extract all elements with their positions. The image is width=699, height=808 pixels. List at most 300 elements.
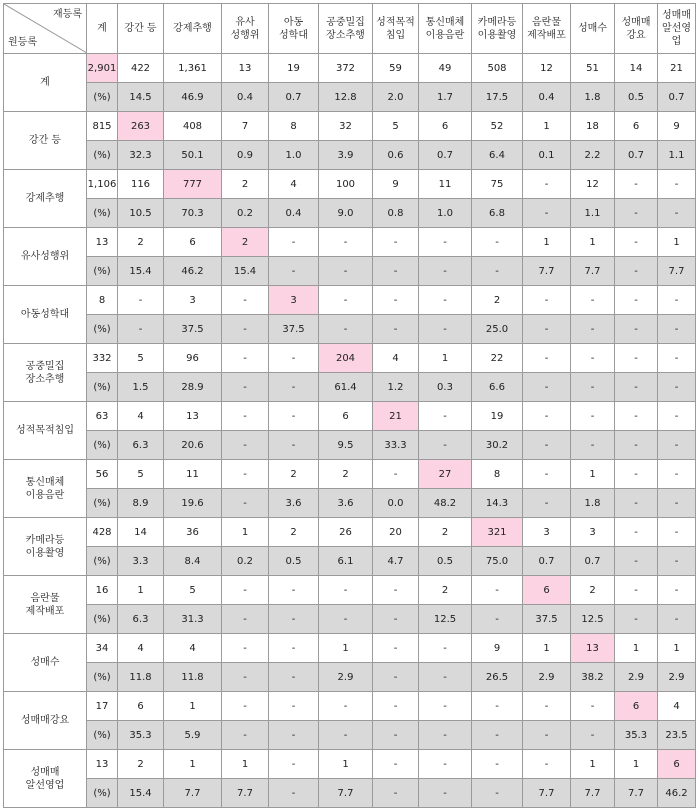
percent-cell: 6.8 bbox=[472, 199, 523, 228]
percent-cell: 3.6 bbox=[269, 489, 319, 518]
count-cell: - bbox=[373, 286, 419, 315]
count-cell: 2 bbox=[419, 518, 472, 547]
count-cell: 6 bbox=[319, 402, 373, 431]
percent-cell: 7.7 bbox=[571, 779, 615, 808]
count-cell: 1 bbox=[319, 634, 373, 663]
table-row-count bbox=[4, 344, 696, 373]
column-header bbox=[118, 4, 164, 54]
column-header bbox=[658, 4, 696, 54]
count-cell: 1 bbox=[523, 112, 571, 141]
count-cell: - bbox=[269, 402, 319, 431]
percent-cell: - bbox=[615, 605, 658, 634]
count-cell: - bbox=[222, 286, 269, 315]
count-cell: 7 bbox=[222, 112, 269, 141]
table-row-count bbox=[4, 228, 696, 257]
crosstab-table bbox=[3, 3, 696, 808]
count-cell: 51 bbox=[571, 54, 615, 83]
percent-cell: 1.8 bbox=[571, 83, 615, 112]
percent-cell: - bbox=[419, 257, 472, 286]
column-header-label: 통신매체 이용음란 bbox=[425, 16, 465, 41]
percent-cell: 25.0 bbox=[472, 315, 523, 344]
count-cell: - bbox=[373, 750, 419, 779]
count-cell: 2 bbox=[118, 228, 164, 257]
column-header-label: 성매수 bbox=[578, 23, 607, 34]
percent-cell: 33.3 bbox=[373, 431, 419, 460]
count-cell: 9 bbox=[658, 112, 696, 141]
count-cell: 14 bbox=[615, 54, 658, 83]
count-cell: 1 bbox=[571, 750, 615, 779]
count-cell: 1 bbox=[615, 634, 658, 663]
count-cell: 321 bbox=[472, 518, 523, 547]
count-cell: 49 bbox=[419, 54, 472, 83]
percent-cell: - bbox=[319, 257, 373, 286]
percent-cell: 2.9 bbox=[658, 663, 696, 692]
count-cell: 9 bbox=[472, 634, 523, 663]
count-cell: - bbox=[269, 750, 319, 779]
count-cell: 815 bbox=[87, 112, 118, 141]
row-label: 강제추행 bbox=[4, 170, 87, 228]
count-cell: - bbox=[319, 576, 373, 605]
percent-cell: 0.5 bbox=[615, 83, 658, 112]
percent-cell: 32.3 bbox=[118, 141, 164, 170]
percent-cell: - bbox=[615, 199, 658, 228]
count-cell: 1 bbox=[222, 750, 269, 779]
count-cell: 1,361 bbox=[164, 54, 222, 83]
count-cell: 1 bbox=[658, 634, 696, 663]
percent-cell: 0.5 bbox=[269, 547, 319, 576]
count-cell: - bbox=[373, 576, 419, 605]
percent-cell: 37.5 bbox=[164, 315, 222, 344]
percent-label: (%) bbox=[87, 315, 118, 344]
percent-cell: 0.2 bbox=[222, 199, 269, 228]
count-cell: - bbox=[222, 460, 269, 489]
count-cell: 4 bbox=[118, 402, 164, 431]
count-cell: - bbox=[658, 344, 696, 373]
count-cell: - bbox=[615, 286, 658, 315]
count-cell: - bbox=[373, 634, 419, 663]
count-cell: 3 bbox=[571, 518, 615, 547]
column-header bbox=[87, 4, 118, 54]
percent-label: (%) bbox=[87, 547, 118, 576]
count-cell: - bbox=[658, 170, 696, 199]
count-cell: 100 bbox=[319, 170, 373, 199]
percent-cell: 15.4 bbox=[222, 257, 269, 286]
column-header-label: 계 bbox=[97, 23, 107, 34]
row-label: 음란물 제작배포 bbox=[4, 576, 87, 634]
percent-cell: - bbox=[419, 663, 472, 692]
count-cell: 12 bbox=[523, 54, 571, 83]
percent-cell: 2.9 bbox=[523, 663, 571, 692]
percent-cell: 0.1 bbox=[523, 141, 571, 170]
percent-cell: 0.2 bbox=[222, 547, 269, 576]
percent-cell: - bbox=[373, 315, 419, 344]
count-cell: - bbox=[269, 228, 319, 257]
table-row-count bbox=[4, 170, 696, 199]
count-cell: 6 bbox=[658, 750, 696, 779]
count-cell: - bbox=[373, 692, 419, 721]
row-label: 통신매체 이용음란 bbox=[4, 460, 87, 518]
table-row-count bbox=[4, 286, 696, 315]
percent-cell: - bbox=[615, 373, 658, 402]
count-cell: 4 bbox=[118, 634, 164, 663]
count-cell: - bbox=[222, 344, 269, 373]
percent-cell: - bbox=[615, 431, 658, 460]
percent-cell: 6.3 bbox=[118, 431, 164, 460]
percent-cell: 70.3 bbox=[164, 199, 222, 228]
count-cell: 1 bbox=[658, 228, 696, 257]
percent-cell: - bbox=[472, 257, 523, 286]
percent-cell: - bbox=[523, 199, 571, 228]
percent-cell: 0.7 bbox=[419, 141, 472, 170]
percent-label: (%) bbox=[87, 663, 118, 692]
percent-cell: - bbox=[658, 315, 696, 344]
percent-cell: 11.8 bbox=[164, 663, 222, 692]
column-header-label: 음란물 제작배포 bbox=[527, 16, 566, 41]
count-cell: 6 bbox=[118, 692, 164, 721]
percent-cell: 46.2 bbox=[164, 257, 222, 286]
column-header bbox=[523, 4, 571, 54]
percent-label: (%) bbox=[87, 83, 118, 112]
percent-cell: - bbox=[222, 663, 269, 692]
percent-cell: 0.5 bbox=[419, 547, 472, 576]
percent-cell: - bbox=[419, 779, 472, 808]
count-cell: - bbox=[615, 344, 658, 373]
percent-cell: - bbox=[523, 373, 571, 402]
percent-cell: - bbox=[222, 315, 269, 344]
percent-cell: 2.9 bbox=[319, 663, 373, 692]
percent-cell: - bbox=[658, 199, 696, 228]
percent-cell: 0.7 bbox=[269, 83, 319, 112]
percent-cell: 30.2 bbox=[472, 431, 523, 460]
percent-cell: - bbox=[472, 721, 523, 750]
count-cell: 2 bbox=[319, 460, 373, 489]
percent-cell: 15.4 bbox=[118, 257, 164, 286]
percent-cell: - bbox=[419, 431, 472, 460]
percent-cell: - bbox=[419, 721, 472, 750]
percent-cell: - bbox=[222, 605, 269, 634]
table-row-percent bbox=[4, 721, 696, 750]
count-cell: - bbox=[615, 228, 658, 257]
table-row-percent bbox=[4, 489, 696, 518]
count-cell: 1 bbox=[419, 344, 472, 373]
column-header bbox=[419, 4, 472, 54]
percent-label: (%) bbox=[87, 199, 118, 228]
count-cell: 12 bbox=[571, 170, 615, 199]
count-cell: - bbox=[615, 518, 658, 547]
count-cell: 428 bbox=[87, 518, 118, 547]
percent-cell: 2.2 bbox=[571, 141, 615, 170]
count-cell: - bbox=[523, 286, 571, 315]
count-cell: 2 bbox=[269, 518, 319, 547]
column-header bbox=[373, 4, 419, 54]
table-row-percent bbox=[4, 779, 696, 808]
percent-cell: - bbox=[222, 431, 269, 460]
count-cell: - bbox=[571, 692, 615, 721]
percent-cell: 19.6 bbox=[164, 489, 222, 518]
count-cell: 3 bbox=[164, 286, 222, 315]
count-cell: 3 bbox=[269, 286, 319, 315]
count-cell: 332 bbox=[87, 344, 118, 373]
count-cell: 4 bbox=[658, 692, 696, 721]
count-cell: 11 bbox=[419, 170, 472, 199]
percent-cell: 8.9 bbox=[118, 489, 164, 518]
count-cell: 13 bbox=[571, 634, 615, 663]
count-cell: 1 bbox=[523, 228, 571, 257]
percent-cell: 7.7 bbox=[658, 257, 696, 286]
percent-cell: 7.7 bbox=[222, 779, 269, 808]
percent-cell: - bbox=[472, 605, 523, 634]
count-cell: 22 bbox=[472, 344, 523, 373]
column-header bbox=[472, 4, 523, 54]
percent-cell: - bbox=[615, 315, 658, 344]
count-cell: - bbox=[523, 344, 571, 373]
table-row-percent bbox=[4, 373, 696, 402]
percent-cell: 37.5 bbox=[269, 315, 319, 344]
percent-cell: 2.9 bbox=[615, 663, 658, 692]
count-cell: - bbox=[523, 692, 571, 721]
count-cell: - bbox=[222, 576, 269, 605]
percent-cell: - bbox=[269, 779, 319, 808]
percent-cell: 0.7 bbox=[615, 141, 658, 170]
count-cell: - bbox=[419, 634, 472, 663]
count-cell: 1 bbox=[319, 750, 373, 779]
count-cell: - bbox=[472, 576, 523, 605]
percent-cell: - bbox=[222, 373, 269, 402]
percent-cell: 8.4 bbox=[164, 547, 222, 576]
row-label: 성매매강요 bbox=[4, 692, 87, 750]
percent-label: (%) bbox=[87, 431, 118, 460]
table-row-percent bbox=[4, 663, 696, 692]
percent-cell: 9.0 bbox=[319, 199, 373, 228]
percent-cell: - bbox=[269, 721, 319, 750]
percent-cell: 11.8 bbox=[118, 663, 164, 692]
count-cell: 2 bbox=[222, 228, 269, 257]
count-cell: 56 bbox=[87, 460, 118, 489]
count-cell: 8 bbox=[472, 460, 523, 489]
count-cell: 19 bbox=[269, 54, 319, 83]
count-cell: 2,901 bbox=[87, 54, 118, 83]
count-cell: - bbox=[319, 692, 373, 721]
percent-cell: 20.6 bbox=[164, 431, 222, 460]
row-label: 유사성행위 bbox=[4, 228, 87, 286]
count-cell: 52 bbox=[472, 112, 523, 141]
count-cell: - bbox=[319, 286, 373, 315]
percent-cell: 0.9 bbox=[222, 141, 269, 170]
count-cell: - bbox=[523, 170, 571, 199]
table-row-count bbox=[4, 460, 696, 489]
percent-cell: - bbox=[472, 779, 523, 808]
table-row-percent bbox=[4, 199, 696, 228]
count-cell: - bbox=[319, 228, 373, 257]
percent-cell: 7.7 bbox=[523, 257, 571, 286]
percent-cell: 28.9 bbox=[164, 373, 222, 402]
count-cell: - bbox=[615, 460, 658, 489]
percent-cell: 37.5 bbox=[523, 605, 571, 634]
percent-cell: 6.3 bbox=[118, 605, 164, 634]
percent-cell: - bbox=[523, 721, 571, 750]
count-cell: 1 bbox=[571, 460, 615, 489]
count-cell: 2 bbox=[419, 576, 472, 605]
count-cell: - bbox=[658, 286, 696, 315]
percent-cell: 6.6 bbox=[472, 373, 523, 402]
row-label: 성매수 bbox=[4, 634, 87, 692]
percent-cell: 14.5 bbox=[118, 83, 164, 112]
percent-cell: - bbox=[319, 721, 373, 750]
percent-cell: 6.1 bbox=[319, 547, 373, 576]
percent-cell: - bbox=[658, 431, 696, 460]
row-label: 공중밀집 장소추행 bbox=[4, 344, 87, 402]
percent-cell: - bbox=[269, 663, 319, 692]
table-body bbox=[4, 54, 696, 808]
row-label: 아동성학대 bbox=[4, 286, 87, 344]
percent-cell: - bbox=[373, 663, 419, 692]
count-cell: 21 bbox=[373, 402, 419, 431]
percent-cell: 7.7 bbox=[523, 779, 571, 808]
percent-cell: - bbox=[571, 315, 615, 344]
percent-cell: 0.4 bbox=[269, 199, 319, 228]
percent-cell: 46.2 bbox=[658, 779, 696, 808]
count-cell: 1 bbox=[164, 692, 222, 721]
percent-cell: 75.0 bbox=[472, 547, 523, 576]
row-label: 성적목적침입 bbox=[4, 402, 87, 460]
percent-cell: 3.3 bbox=[118, 547, 164, 576]
percent-label: (%) bbox=[87, 257, 118, 286]
count-cell: 2 bbox=[118, 750, 164, 779]
percent-cell: 3.9 bbox=[319, 141, 373, 170]
count-cell: - bbox=[523, 402, 571, 431]
count-cell: 5 bbox=[118, 460, 164, 489]
count-cell: 8 bbox=[87, 286, 118, 315]
count-cell: 1 bbox=[571, 228, 615, 257]
count-cell: - bbox=[269, 634, 319, 663]
percent-cell: 61.4 bbox=[319, 373, 373, 402]
corner-label-reregistered: 재등록 bbox=[53, 9, 82, 20]
count-cell: - bbox=[472, 692, 523, 721]
percent-cell: - bbox=[523, 431, 571, 460]
count-cell: 6 bbox=[419, 112, 472, 141]
count-cell: 1,106 bbox=[87, 170, 118, 199]
percent-cell: 12.5 bbox=[571, 605, 615, 634]
percent-cell: - bbox=[571, 373, 615, 402]
percent-cell: 9.5 bbox=[319, 431, 373, 460]
count-cell: 1 bbox=[222, 518, 269, 547]
percent-cell: - bbox=[615, 547, 658, 576]
count-cell: 3 bbox=[523, 518, 571, 547]
count-cell: 19 bbox=[472, 402, 523, 431]
count-cell: - bbox=[419, 692, 472, 721]
percent-cell: 7.7 bbox=[319, 779, 373, 808]
column-header-label: 공중밀집 장소추행 bbox=[326, 16, 365, 41]
percent-cell: 46.9 bbox=[164, 83, 222, 112]
row-label: 카메라등 이용촬영 bbox=[4, 518, 87, 576]
percent-label: (%) bbox=[87, 489, 118, 518]
count-cell: - bbox=[523, 460, 571, 489]
column-header-label: 카메라등 이용촬영 bbox=[477, 16, 517, 41]
count-cell: 263 bbox=[118, 112, 164, 141]
count-cell: 17 bbox=[87, 692, 118, 721]
count-cell: 1 bbox=[118, 576, 164, 605]
percent-cell: - bbox=[269, 373, 319, 402]
percent-cell: 48.2 bbox=[419, 489, 472, 518]
percent-cell: 1.0 bbox=[419, 199, 472, 228]
count-cell: 422 bbox=[118, 54, 164, 83]
count-cell: - bbox=[222, 692, 269, 721]
count-cell: 4 bbox=[164, 634, 222, 663]
percent-cell: 4.7 bbox=[373, 547, 419, 576]
percent-cell: 1.5 bbox=[118, 373, 164, 402]
count-cell: 2 bbox=[472, 286, 523, 315]
count-cell: 4 bbox=[373, 344, 419, 373]
percent-cell: 0.7 bbox=[658, 83, 696, 112]
count-cell: - bbox=[419, 286, 472, 315]
percent-cell: - bbox=[373, 721, 419, 750]
table-row-count bbox=[4, 634, 696, 663]
percent-cell: - bbox=[373, 779, 419, 808]
count-cell: 777 bbox=[164, 170, 222, 199]
percent-cell: 1.8 bbox=[571, 489, 615, 518]
column-header bbox=[571, 4, 615, 54]
percent-cell: - bbox=[319, 315, 373, 344]
percent-cell: 0.4 bbox=[222, 83, 269, 112]
count-cell: 1 bbox=[615, 750, 658, 779]
percent-cell: 1.1 bbox=[571, 199, 615, 228]
percent-cell: - bbox=[373, 257, 419, 286]
count-cell: - bbox=[269, 576, 319, 605]
count-cell: 26 bbox=[319, 518, 373, 547]
crosstab-table-container bbox=[3, 3, 696, 808]
percent-cell: 10.5 bbox=[118, 199, 164, 228]
percent-cell: 23.5 bbox=[658, 721, 696, 750]
count-cell: 6 bbox=[164, 228, 222, 257]
column-header bbox=[164, 4, 222, 54]
count-cell: 32 bbox=[319, 112, 373, 141]
count-cell: 408 bbox=[164, 112, 222, 141]
percent-cell: - bbox=[615, 257, 658, 286]
count-cell: - bbox=[658, 576, 696, 605]
count-cell: 2 bbox=[571, 576, 615, 605]
count-cell: 18 bbox=[571, 112, 615, 141]
count-cell: 21 bbox=[658, 54, 696, 83]
column-header bbox=[319, 4, 373, 54]
count-cell: 13 bbox=[87, 750, 118, 779]
table-row-count bbox=[4, 402, 696, 431]
count-cell: - bbox=[615, 170, 658, 199]
count-cell: 5 bbox=[164, 576, 222, 605]
percent-cell: 26.5 bbox=[472, 663, 523, 692]
percent-cell: 0.3 bbox=[419, 373, 472, 402]
percent-cell: 31.3 bbox=[164, 605, 222, 634]
count-cell: 372 bbox=[319, 54, 373, 83]
count-cell: 4 bbox=[269, 170, 319, 199]
percent-cell: 1.7 bbox=[419, 83, 472, 112]
count-cell: - bbox=[269, 692, 319, 721]
count-cell: - bbox=[419, 750, 472, 779]
percent-cell: 7.7 bbox=[164, 779, 222, 808]
count-cell: 59 bbox=[373, 54, 419, 83]
count-cell: 204 bbox=[319, 344, 373, 373]
percent-cell: 1.0 bbox=[269, 141, 319, 170]
column-header-label: 성매매 알선영업 bbox=[662, 10, 691, 47]
count-cell: 75 bbox=[472, 170, 523, 199]
count-cell: - bbox=[615, 576, 658, 605]
percent-cell: - bbox=[222, 721, 269, 750]
percent-cell: - bbox=[571, 431, 615, 460]
percent-cell: 0.8 bbox=[373, 199, 419, 228]
column-header-label: 유사 성행위 bbox=[230, 16, 260, 41]
percent-cell: 14.3 bbox=[472, 489, 523, 518]
percent-cell: 6.4 bbox=[472, 141, 523, 170]
count-cell: - bbox=[419, 228, 472, 257]
